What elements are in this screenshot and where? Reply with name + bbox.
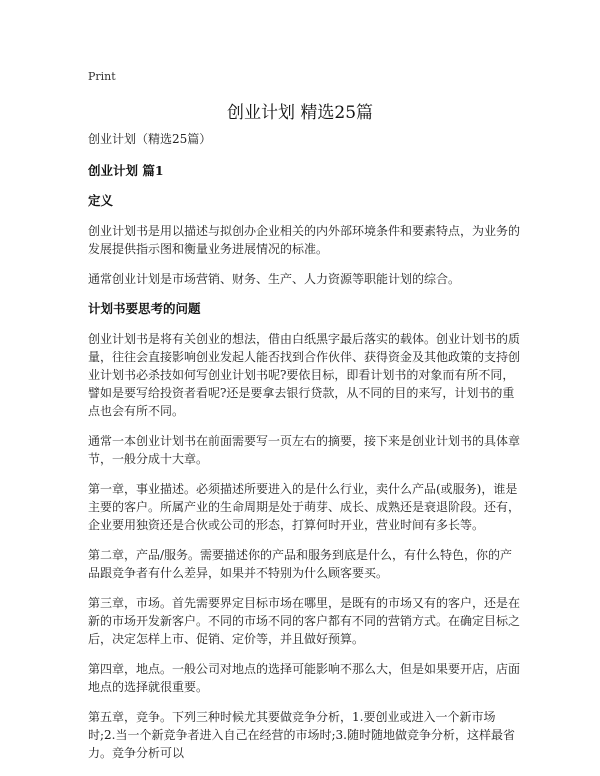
chapter-4-paragraph: 第四章，地点。一般公司对地点的选择可能影响不那么大，但是如果要开店，店面地点的选择就很重要。 [88,662,521,694]
chapter-2-paragraph: 第二章，产品/服务。需要描述你的产品和服务到底是什么，有什么特色，你的产品跟竞争者有什么差异，如果并不特别为什么顾客要买。 [88,548,513,580]
section-heading: 创业计划 篇1 [88,163,164,178]
print-link[interactable]: Print [88,70,116,83]
chapter-5-paragraph: 第五章，竞争。下列三种时候尤其要做竞争分析，1.要创业或进入一个新市场时;2.当一个新竞争者进入自己在经营的市场时;3.随时随地做竞争分析，这样最省力。竞争分析可以 [88,710,515,760]
questions-paragraph-1: 创业计划书是将有关创业的想法，借由白纸黑字最后落实的载体。创业计划书的质量，往往会直接影响创业发起人能否找到合作伙伴、获得资金及其他政策的支持创业计划书必杀技如何写创业计划书呢?要依目标，即看计划书的对象而有所不同，譬如是要写给投资者看呢?还是要拿去银行贷款，从不同的目的来写，计划书的重点也会有所不同。 [88,332,521,418]
definition-heading: 定义 [88,193,114,208]
page-title: 创业计划 精选25篇 [226,103,374,123]
chapter-3-paragraph: 第三章，市场。首先需要界定目标市场在哪里，是既有的市场又有的客户，还是在新的市场开发新客户。不同的市场不同的客户都有不同的营销方式。在确定目标之后，决定怎样上市、促销、定价等，并且做好预算。 [88,596,521,646]
definition-paragraph-2: 通常创业计划是市场营销、财务、生产、人力资源等职能计划的综合。 [88,272,461,286]
definition-paragraph-1: 创业计划书是用以描述与拟创办企业相关的内外部环境条件和要素特点，为业务的发展提供指示图和衡量业务进展情况的标准。 [88,224,521,256]
document-body [88,130,520,774]
document-subtitle: 创业计划（精选25篇） [88,132,212,146]
questions-paragraph-2: 通常一本创业计划书在前面需要写一页左右的摘要，接下来是创业计划书的具体章节，一般分成十大章。 [88,434,521,466]
chapter-1-paragraph: 第一章，事业描述。必须描述所要进入的是什么行业，卖什么产品(或服务)，谁是主要的客户。所属产业的生命周期是处于萌芽、成长、成熟还是衰退阶段。还有，企业要用独资还是合伙或公司的形态，打算何时开业，营业时间有多长等。 [88,482,521,532]
questions-heading: 计划书要思考的问题 [88,301,201,316]
